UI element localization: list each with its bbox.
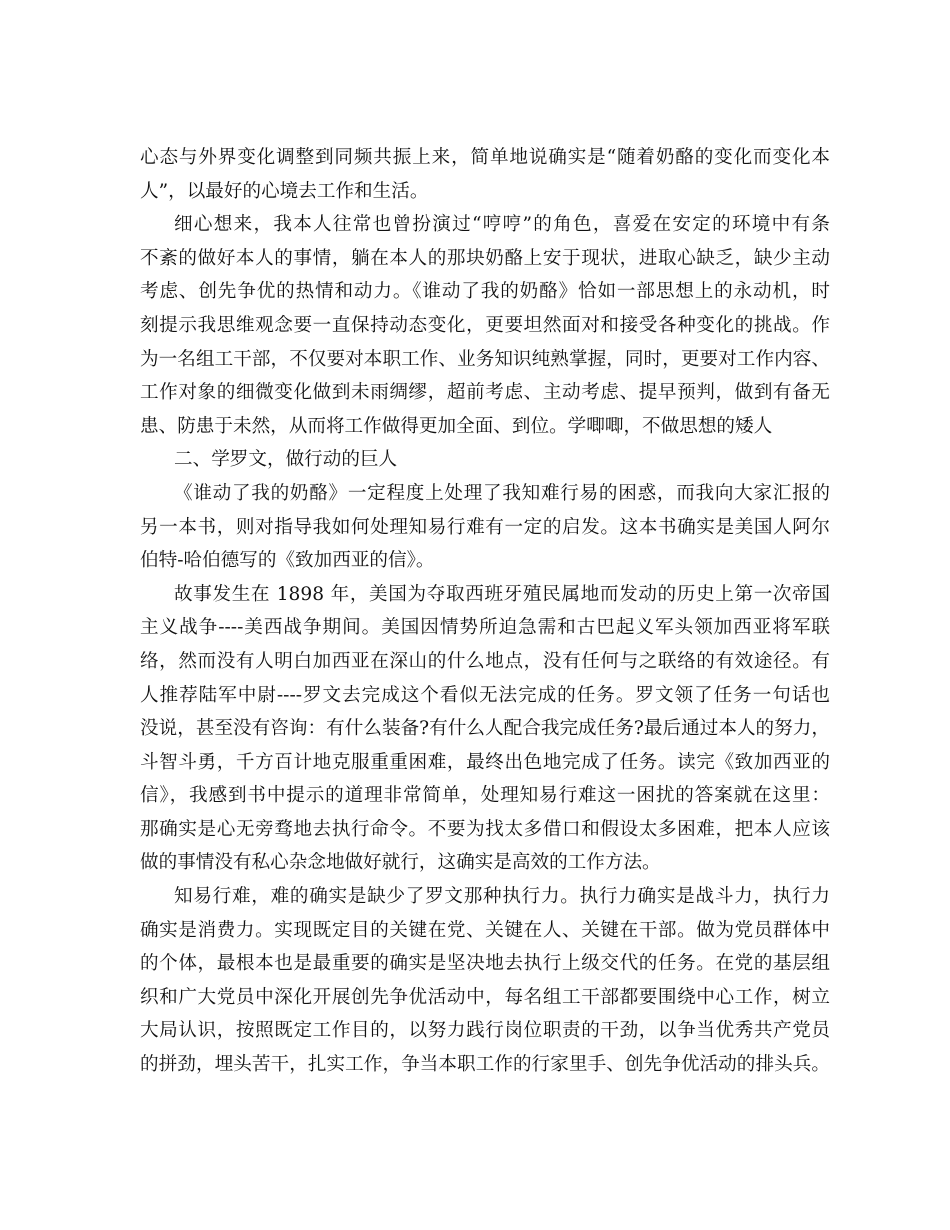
text-line: 另一本书，则对指导我如何处理知易行难有一定的启发。这本书确实是美国人阿尔	[140, 516, 830, 538]
text-line: 络，然而没有人明白加西亚在深山的什么地点，没有任何与之联络的有效途径。有	[140, 650, 830, 672]
section-heading: 二、学罗文，做行动的巨人	[174, 449, 398, 471]
text-line: 不紊的做好本人的事情，躺在本人的那块奶酪上安于现状，进取心缺乏，缺少主动	[140, 247, 830, 269]
text-line: 刻提示我思维观念要一直保持动态变化，更要坦然面对和接受各种变化的挑战。作	[140, 314, 830, 336]
text-line: 心态与外界变化调整到同频共振上来，简单地说确实是“随着奶酪的变化而变化本	[140, 147, 830, 168]
paragraph-first-line: 知易行难，难的确实是缺少了罗文那种执行力。执行力确实是战斗力，执行力	[174, 886, 830, 908]
text-line: 为一名组工干部，不仅要对本职工作、业务知识纯熟掌握，同时，更要对工作内容、	[140, 348, 830, 370]
text-line: 工作对象的细微变化做到未雨绸缪，超前考虑、主动考虑、提早预判，做到有备无	[140, 382, 830, 404]
text-line: 确实是消费力。实现既定目的关键在党、关键在人、关键在干部。做为党员群体中	[140, 919, 830, 941]
paragraph-first-line: 细心想来，我本人往常也曾扮演过“哼哼”的角色，喜爱在安定的环境中有条	[174, 214, 830, 236]
text-line: 大局认识，按照既定工作目的，以努力践行岗位职责的干劲，以争当优秀共产党员	[140, 1020, 830, 1042]
text-line: 斗智斗勇，千方百计地克服重重困难，最终出色地完成了任务。读完《致加西亚的	[140, 751, 830, 773]
text-line: 信》，我感到书中提示的道理非常简单，处理知易行难这一困扰的答案就在这里：	[140, 785, 830, 807]
text-line: 的拼劲，埋头苦干，扎实工作，争当本职工作的行家里手、创先争优活动的排头兵。	[140, 1054, 830, 1076]
text-line: 人”，以最好的心境去工作和生活。	[140, 180, 429, 202]
text-line: 做的事情没有私心杂念地做好就行，这确实是高效的工作方法。	[140, 852, 661, 874]
text-line: 那确实是心无旁骛地去执行命令。不要为找太多借口和假设太多困难，把本人应该	[140, 818, 830, 840]
text-line: 考虑、创先争优的热情和动力。《谁动了我的奶酪》恰如一部思想上的永动机，时	[140, 281, 830, 303]
text-line: 没说，甚至没有咨询：有什么装备?有什么人配合我完成任务?最后通过本人的努力，	[140, 718, 830, 740]
document-body	[140, 141, 830, 1082]
paragraph-first-line: 故事发生在 1898 年，美国为夺取西班牙殖民属地而发动的历史上第一次帝国	[174, 583, 830, 605]
text-line: 人推荐陆军中尉----罗文去完成这个看似无法完成的任务。罗文领了任务一句话也	[140, 684, 830, 706]
text-line: 患、防患于未然，从而将工作做得更加全面、到位。学唧唧，不做思想的矮人	[140, 415, 773, 437]
text-line: 织和广大党员中深化开展创先争优活动中，每名组工干部都要围绕中心工作，树立	[140, 986, 830, 1008]
paragraph-first-line: 《谁动了我的奶酪》一定程度上处理了我知难行易的困惑，而我向大家汇报的	[174, 482, 830, 504]
text-line: 的个体，最根本也是最重要的确实是坚决地去执行上级交代的任务。在党的基层组	[140, 953, 830, 975]
text-line: 主义战争----美西战争期间。美国因情势所迫急需和古巴起义军头领加西亚将军联	[140, 617, 830, 639]
text-line: 伯特-哈伯德写的《致加西亚的信》。	[140, 550, 435, 572]
